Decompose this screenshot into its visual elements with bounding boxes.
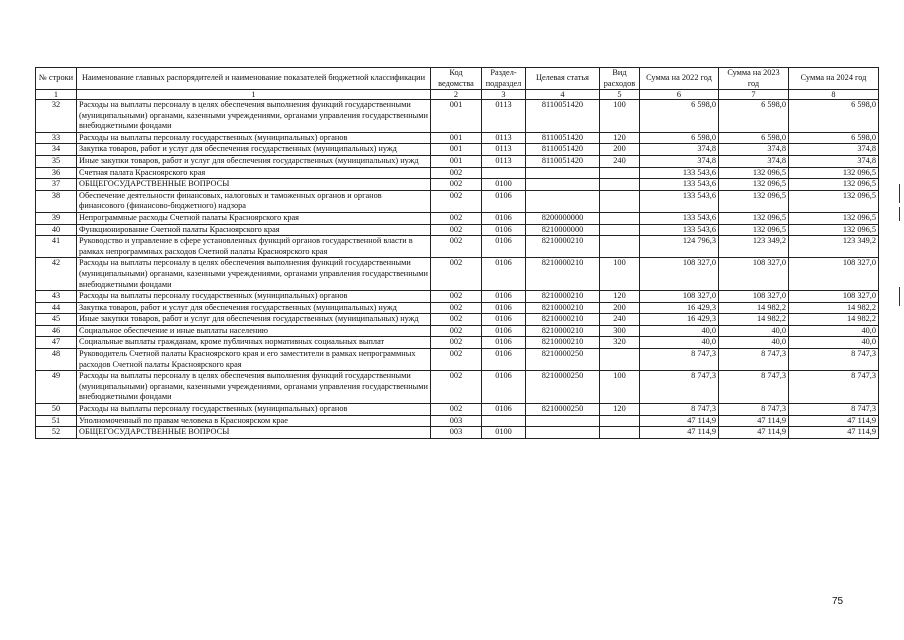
sum-2022-cell: 124 796,3 bbox=[640, 236, 719, 258]
sum-2024-cell: 6 598,0 bbox=[789, 132, 879, 144]
sum-2023-cell: 132 096,5 bbox=[719, 179, 789, 191]
dept-code-cell: 002 bbox=[431, 179, 482, 191]
sum-2022-cell: 108 327,0 bbox=[640, 291, 719, 303]
sum-2024-cell: 8 747,3 bbox=[789, 371, 879, 404]
sum-2023-cell: 132 096,5 bbox=[719, 212, 789, 224]
target-cell bbox=[526, 167, 600, 179]
table-row bbox=[36, 144, 879, 156]
dept-code-cell: 002 bbox=[431, 337, 482, 349]
target-cell: 8210000000 bbox=[526, 224, 600, 236]
exp-type-cell: 320 bbox=[600, 337, 640, 349]
row-number-cell: 34 bbox=[36, 144, 77, 156]
row-name-cell: Обеспечение деятельности финансовых, налоговых и таможенных органов и органов финансового (финансово-бюджетного) надзора bbox=[77, 190, 431, 212]
dept-code-cell: 002 bbox=[431, 302, 482, 314]
table-row bbox=[36, 427, 879, 439]
column-number: 1 bbox=[77, 90, 431, 100]
sum-2024-cell: 47 114,9 bbox=[789, 427, 879, 439]
column-number: 2 bbox=[431, 90, 482, 100]
exp-type-cell: 200 bbox=[600, 302, 640, 314]
exp-type-cell bbox=[600, 224, 640, 236]
sum-2024-cell: 6 598,0 bbox=[789, 100, 879, 133]
sum-2024-cell: 374,8 bbox=[789, 144, 879, 156]
header-section: Раздел-подраздел bbox=[482, 68, 526, 90]
margin-mark bbox=[899, 184, 900, 203]
sum-2024-cell: 8 747,3 bbox=[789, 404, 879, 416]
row-number-cell: 50 bbox=[36, 404, 77, 416]
dept-code-cell: 002 bbox=[431, 212, 482, 224]
exp-type-cell: 240 bbox=[600, 314, 640, 326]
row-name-cell: Закупка товаров, работ и услуг для обеспечения государственных (муниципальных) нужд bbox=[77, 302, 431, 314]
header-sum-2023: Сумма на 2023 год bbox=[719, 68, 789, 90]
sum-2023-cell: 40,0 bbox=[719, 325, 789, 337]
section-cell: 0106 bbox=[482, 258, 526, 291]
sum-2024-cell: 132 096,5 bbox=[789, 224, 879, 236]
page-number: 75 bbox=[832, 596, 844, 607]
section-cell: 0113 bbox=[482, 132, 526, 144]
table-body bbox=[36, 100, 879, 439]
table-row bbox=[36, 415, 879, 427]
table-row bbox=[36, 337, 879, 349]
row-name-cell: Социальные выплаты гражданам, кроме публичных нормативных социальных выплат bbox=[77, 337, 431, 349]
dept-code-cell: 002 bbox=[431, 404, 482, 416]
dept-code-cell: 002 bbox=[431, 349, 482, 371]
target-cell: 8210000210 bbox=[526, 337, 600, 349]
section-cell: 0106 bbox=[482, 325, 526, 337]
dept-code-cell: 001 bbox=[431, 144, 482, 156]
row-name-cell: Расходы на выплаты персоналу государственных (муниципальных) органов bbox=[77, 132, 431, 144]
target-cell: 8210000250 bbox=[526, 371, 600, 404]
row-number-cell: 35 bbox=[36, 155, 77, 167]
target-cell: 8200000000 bbox=[526, 212, 600, 224]
table-row bbox=[36, 155, 879, 167]
target-cell: 8110051420 bbox=[526, 100, 600, 133]
row-number-cell: 40 bbox=[36, 224, 77, 236]
dept-code-cell: 001 bbox=[431, 155, 482, 167]
dept-code-cell: 002 bbox=[431, 224, 482, 236]
sum-2024-cell: 40,0 bbox=[789, 337, 879, 349]
exp-type-cell bbox=[600, 349, 640, 371]
sum-2023-cell: 14 982,2 bbox=[719, 302, 789, 314]
header-target: Целевая статья bbox=[526, 68, 600, 90]
exp-type-cell bbox=[600, 190, 640, 212]
row-name-cell: Иные закупки товаров, работ и услуг для обеспечения государственных (муниципальных) нужд bbox=[77, 314, 431, 326]
target-cell: 8210000210 bbox=[526, 325, 600, 337]
table-row bbox=[36, 179, 879, 191]
row-number-cell: 36 bbox=[36, 167, 77, 179]
sum-2022-cell: 8 747,3 bbox=[640, 371, 719, 404]
section-cell: 0106 bbox=[482, 224, 526, 236]
sum-2024-cell: 123 349,2 bbox=[789, 236, 879, 258]
sum-2023-cell: 47 114,9 bbox=[719, 427, 789, 439]
column-number: 6 bbox=[640, 90, 719, 100]
section-cell: 0106 bbox=[482, 302, 526, 314]
sum-2022-cell: 40,0 bbox=[640, 325, 719, 337]
exp-type-cell: 120 bbox=[600, 404, 640, 416]
sum-2022-cell: 133 543,6 bbox=[640, 167, 719, 179]
header-sum-2022: Сумма на 2022 год bbox=[640, 68, 719, 90]
column-number: 8 bbox=[789, 90, 879, 100]
target-cell: 8210000210 bbox=[526, 236, 600, 258]
sum-2023-cell: 6 598,0 bbox=[719, 100, 789, 133]
section-cell: 0106 bbox=[482, 404, 526, 416]
row-name-cell: Расходы на выплаты персоналу в целях обеспечения выполнения функций государственными (муниципальными) органами, казенными учреждениями, органами управления государственными внебюджетными фондами bbox=[77, 100, 431, 133]
section-cell bbox=[482, 167, 526, 179]
exp-type-cell bbox=[600, 167, 640, 179]
sum-2022-cell: 108 327,0 bbox=[640, 258, 719, 291]
section-cell bbox=[482, 415, 526, 427]
section-cell: 0113 bbox=[482, 144, 526, 156]
section-cell: 0106 bbox=[482, 314, 526, 326]
row-name-cell: Непрограммные расходы Счетной палаты Красноярского края bbox=[77, 212, 431, 224]
table-row bbox=[36, 325, 879, 337]
sum-2022-cell: 374,8 bbox=[640, 144, 719, 156]
sum-2022-cell: 133 543,6 bbox=[640, 179, 719, 191]
target-cell: 8210000250 bbox=[526, 404, 600, 416]
table-row bbox=[36, 371, 879, 404]
target-cell: 8110051420 bbox=[526, 155, 600, 167]
exp-type-cell bbox=[600, 212, 640, 224]
table-row bbox=[36, 258, 879, 291]
row-name-cell: ОБЩЕГОСУДАРСТВЕННЫЕ ВОПРОСЫ bbox=[77, 427, 431, 439]
sum-2024-cell: 14 982,2 bbox=[789, 314, 879, 326]
sum-2022-cell: 40,0 bbox=[640, 337, 719, 349]
header-row-no: № строки bbox=[36, 68, 77, 90]
row-name-cell: Функционирование Счетной палаты Красноярского края bbox=[77, 224, 431, 236]
target-cell bbox=[526, 427, 600, 439]
exp-type-cell: 120 bbox=[600, 132, 640, 144]
row-name-cell: Расходы на выплаты персоналу государственных (муниципальных) органов bbox=[77, 291, 431, 303]
sum-2022-cell: 16 429,3 bbox=[640, 302, 719, 314]
dept-code-cell: 001 bbox=[431, 132, 482, 144]
target-cell: 8110051420 bbox=[526, 132, 600, 144]
sum-2024-cell: 132 096,5 bbox=[789, 179, 879, 191]
table-row bbox=[36, 100, 879, 133]
row-number-cell: 41 bbox=[36, 236, 77, 258]
table-row bbox=[36, 302, 879, 314]
budget-table bbox=[35, 67, 879, 439]
section-cell: 0106 bbox=[482, 291, 526, 303]
row-number-cell: 43 bbox=[36, 291, 77, 303]
row-number-cell: 47 bbox=[36, 337, 77, 349]
table-row bbox=[36, 190, 879, 212]
sum-2022-cell: 133 543,6 bbox=[640, 224, 719, 236]
column-number: 7 bbox=[719, 90, 789, 100]
target-cell bbox=[526, 179, 600, 191]
exp-type-cell: 120 bbox=[600, 291, 640, 303]
dept-code-cell: 003 bbox=[431, 427, 482, 439]
table-row bbox=[36, 132, 879, 144]
row-number-cell: 45 bbox=[36, 314, 77, 326]
sum-2022-cell: 47 114,9 bbox=[640, 415, 719, 427]
row-name-cell: Руководство и управление в сфере установленных функций органов государственной власти в рамках непрограммных расходов Счетной палаты Красноярского края bbox=[77, 236, 431, 258]
sum-2022-cell: 133 543,6 bbox=[640, 212, 719, 224]
row-number-cell: 32 bbox=[36, 100, 77, 133]
table-row bbox=[36, 291, 879, 303]
sum-2022-cell: 8 747,3 bbox=[640, 404, 719, 416]
section-cell: 0113 bbox=[482, 155, 526, 167]
row-name-cell: Расходы на выплаты персоналу в целях обеспечения выполнения функций государственными (муниципальными) органами, казенными учреждениями, органами управления государственными внебюджетными фондами bbox=[77, 371, 431, 404]
exp-type-cell bbox=[600, 427, 640, 439]
table-row bbox=[36, 236, 879, 258]
row-number-cell: 51 bbox=[36, 415, 77, 427]
target-cell: 8210000210 bbox=[526, 258, 600, 291]
margin-mark bbox=[899, 287, 900, 306]
sum-2023-cell: 14 982,2 bbox=[719, 314, 789, 326]
section-cell: 0106 bbox=[482, 349, 526, 371]
exp-type-cell: 100 bbox=[600, 258, 640, 291]
exp-type-cell bbox=[600, 415, 640, 427]
header-name: Наименование главных распорядителей и наименование показателей бюджетной классификации bbox=[77, 68, 431, 90]
column-number: 4 bbox=[526, 90, 600, 100]
sum-2022-cell: 16 429,3 bbox=[640, 314, 719, 326]
row-number-cell: 49 bbox=[36, 371, 77, 404]
sum-2023-cell: 374,8 bbox=[719, 155, 789, 167]
exp-type-cell: 300 bbox=[600, 325, 640, 337]
target-cell: 8210000210 bbox=[526, 302, 600, 314]
column-number: 1 bbox=[36, 90, 77, 100]
header-dept-code: Код ведомства bbox=[431, 68, 482, 90]
margin-mark bbox=[899, 207, 900, 221]
target-cell: 8210000210 bbox=[526, 291, 600, 303]
sum-2024-cell: 374,8 bbox=[789, 155, 879, 167]
sum-2024-cell: 8 747,3 bbox=[789, 349, 879, 371]
row-number-cell: 46 bbox=[36, 325, 77, 337]
sum-2022-cell: 6 598,0 bbox=[640, 100, 719, 133]
dept-code-cell: 002 bbox=[431, 236, 482, 258]
dept-code-cell: 002 bbox=[431, 190, 482, 212]
column-number-row bbox=[36, 90, 879, 100]
table-row bbox=[36, 212, 879, 224]
sum-2023-cell: 40,0 bbox=[719, 337, 789, 349]
header-sum-2024: Сумма на 2024 год bbox=[789, 68, 879, 90]
sum-2024-cell: 132 096,5 bbox=[789, 212, 879, 224]
sum-2024-cell: 40,0 bbox=[789, 325, 879, 337]
sum-2023-cell: 123 349,2 bbox=[719, 236, 789, 258]
row-number-cell: 37 bbox=[36, 179, 77, 191]
section-cell: 0106 bbox=[482, 337, 526, 349]
header-row bbox=[36, 68, 879, 90]
sum-2023-cell: 132 096,5 bbox=[719, 167, 789, 179]
dept-code-cell: 002 bbox=[431, 167, 482, 179]
row-name-cell: Руководитель Счетной палаты Красноярского края и его заместители в рамках непрограммных расходов Счетной палаты Красноярского края bbox=[77, 349, 431, 371]
section-cell: 0106 bbox=[482, 190, 526, 212]
exp-type-cell: 100 bbox=[600, 100, 640, 133]
section-cell: 0106 bbox=[482, 212, 526, 224]
section-cell: 0100 bbox=[482, 427, 526, 439]
section-cell: 0106 bbox=[482, 236, 526, 258]
target-cell: 8210000250 bbox=[526, 349, 600, 371]
sum-2023-cell: 374,8 bbox=[719, 144, 789, 156]
sum-2023-cell: 8 747,3 bbox=[719, 404, 789, 416]
sum-2022-cell: 47 114,9 bbox=[640, 427, 719, 439]
row-name-cell: Расходы на выплаты персоналу в целях обеспечения выполнения функций государственными (муниципальными) органами, казенными учреждениями, органами управления государственными внебюджетными фондами bbox=[77, 258, 431, 291]
dept-code-cell: 001 bbox=[431, 100, 482, 133]
table-row bbox=[36, 314, 879, 326]
sum-2024-cell: 108 327,0 bbox=[789, 291, 879, 303]
row-name-cell: ОБЩЕГОСУДАРСТВЕННЫЕ ВОПРОСЫ bbox=[77, 179, 431, 191]
row-name-cell: Расходы на выплаты персоналу государственных (муниципальных) органов bbox=[77, 404, 431, 416]
row-name-cell: Счетная палата Красноярского края bbox=[77, 167, 431, 179]
sum-2022-cell: 8 747,3 bbox=[640, 349, 719, 371]
row-number-cell: 44 bbox=[36, 302, 77, 314]
exp-type-cell bbox=[600, 236, 640, 258]
sum-2023-cell: 108 327,0 bbox=[719, 258, 789, 291]
exp-type-cell: 240 bbox=[600, 155, 640, 167]
sum-2024-cell: 132 096,5 bbox=[789, 167, 879, 179]
dept-code-cell: 002 bbox=[431, 314, 482, 326]
dept-code-cell: 002 bbox=[431, 371, 482, 404]
sum-2023-cell: 132 096,5 bbox=[719, 190, 789, 212]
sum-2023-cell: 47 114,9 bbox=[719, 415, 789, 427]
sum-2024-cell: 108 327,0 bbox=[789, 258, 879, 291]
row-number-cell: 42 bbox=[36, 258, 77, 291]
sum-2023-cell: 8 747,3 bbox=[719, 349, 789, 371]
column-number: 5 bbox=[600, 90, 640, 100]
sum-2024-cell: 132 096,5 bbox=[789, 190, 879, 212]
target-cell bbox=[526, 190, 600, 212]
sum-2022-cell: 133 543,6 bbox=[640, 190, 719, 212]
row-name-cell: Уполномоченный по правам человека в Красноярском крае bbox=[77, 415, 431, 427]
dept-code-cell: 002 bbox=[431, 325, 482, 337]
column-number: 3 bbox=[482, 90, 526, 100]
target-cell: 8210000210 bbox=[526, 314, 600, 326]
row-number-cell: 38 bbox=[36, 190, 77, 212]
row-number-cell: 52 bbox=[36, 427, 77, 439]
sum-2023-cell: 108 327,0 bbox=[719, 291, 789, 303]
section-cell: 0106 bbox=[482, 371, 526, 404]
target-cell: 8110051420 bbox=[526, 144, 600, 156]
exp-type-cell bbox=[600, 179, 640, 191]
exp-type-cell: 100 bbox=[600, 371, 640, 404]
row-number-cell: 33 bbox=[36, 132, 77, 144]
dept-code-cell: 002 bbox=[431, 258, 482, 291]
table-row bbox=[36, 404, 879, 416]
sum-2022-cell: 374,8 bbox=[640, 155, 719, 167]
table-row bbox=[36, 224, 879, 236]
header-exp-type: Вид расходов bbox=[600, 68, 640, 90]
target-cell bbox=[526, 415, 600, 427]
exp-type-cell: 200 bbox=[600, 144, 640, 156]
table-row bbox=[36, 167, 879, 179]
sum-2024-cell: 14 982,2 bbox=[789, 302, 879, 314]
sum-2022-cell: 6 598,0 bbox=[640, 132, 719, 144]
row-number-cell: 39 bbox=[36, 212, 77, 224]
row-number-cell: 48 bbox=[36, 349, 77, 371]
row-name-cell: Закупка товаров, работ и услуг для обеспечения государственных (муниципальных) нужд bbox=[77, 144, 431, 156]
sum-2024-cell: 47 114,9 bbox=[789, 415, 879, 427]
row-name-cell: Иные закупки товаров, работ и услуг для обеспечения государственных (муниципальных) нужд bbox=[77, 155, 431, 167]
sum-2023-cell: 8 747,3 bbox=[719, 371, 789, 404]
section-cell: 0100 bbox=[482, 179, 526, 191]
sum-2023-cell: 6 598,0 bbox=[719, 132, 789, 144]
section-cell: 0113 bbox=[482, 100, 526, 133]
dept-code-cell: 003 bbox=[431, 415, 482, 427]
table-row bbox=[36, 349, 879, 371]
dept-code-cell: 002 bbox=[431, 291, 482, 303]
sum-2023-cell: 132 096,5 bbox=[719, 224, 789, 236]
row-name-cell: Социальное обеспечение и иные выплаты населению bbox=[77, 325, 431, 337]
